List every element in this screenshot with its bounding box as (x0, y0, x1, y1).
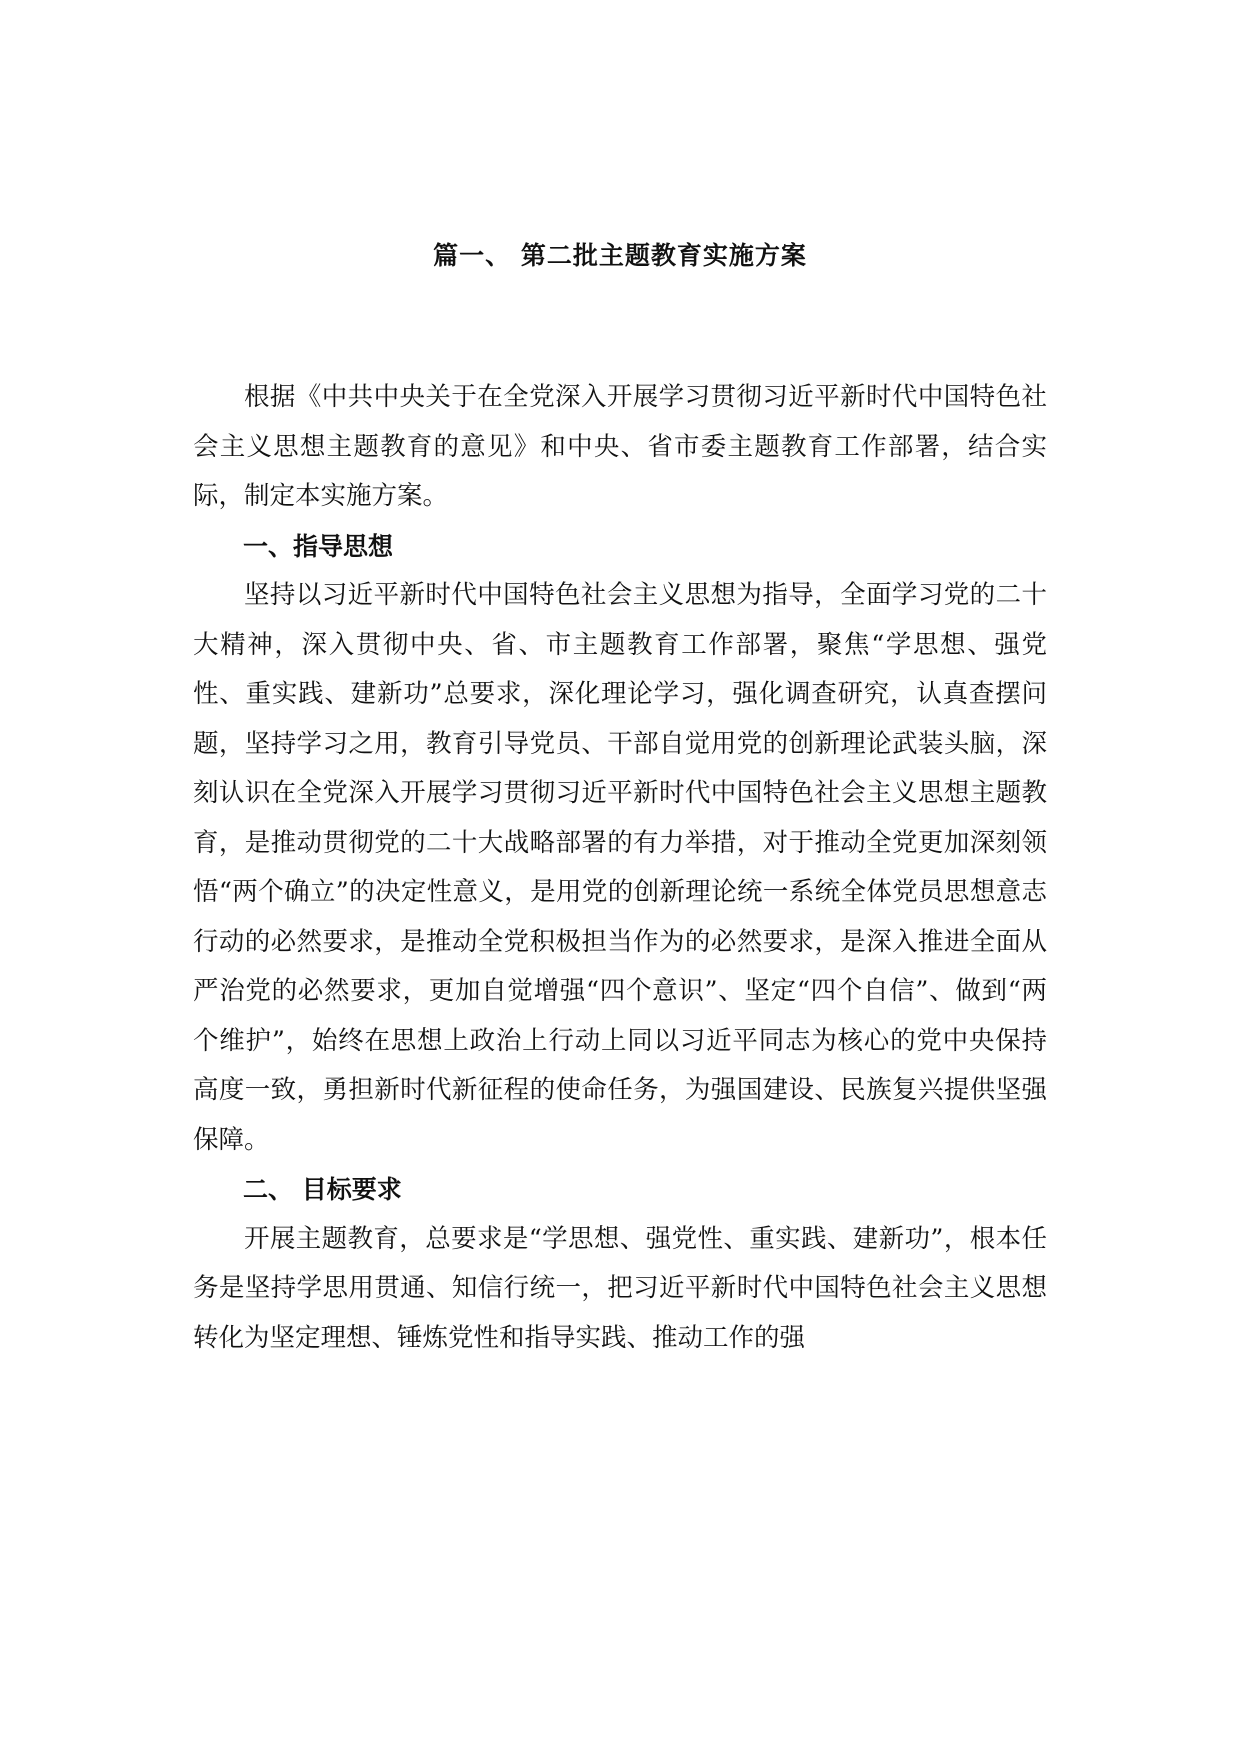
section-heading-goals: 二、 目标要求 (243, 1175, 402, 1204)
section-body-guiding-ideology: 坚持以习近平新时代中国特色社会主义思想为指导，全面学习党的二十大精神，深入贯彻中央、省、市主题教育工作部署，聚焦“学思想、强党性、重实践、建新功”总要求，深化理论学习，强化调查研究，认真查摆问题，坚持学习之用，教育引导党员、干部自觉用党的创新理论武装头脑，深刻认识在全党深入开展学习贯彻习近平新时代中国特色社会主义思想主题教育，是推动贯彻党的二十大战略部署的有力举措，对于推动全党更加深刻领悟“两个确立”的决定性意义，是用党的创新理论统一系统全体党员思想意志行动的必然要求，是推动全党积极担当作为的必然要求，是深入推进全面从严治党的必然要求，更加自觉增强“四个意识”、坚定“四个自信”、做到“两个维护”，始终在思想上政治上行动上同以习近平同志为核心的党中央保持高度一致，勇担新时代新征程的使命任务，为强国建设、民族复兴提供坚强保障。 (193, 580, 1047, 1155)
document-title: 篇一、 第二批主题教育实施方案 (433, 241, 807, 270)
document-body (193, 373, 1047, 1363)
intro-paragraph: 根据《中共中央关于在全党深入开展学习贯彻习近平新时代中国特色社会主义思想主题教育的意见》和中央、省市委主题教育工作部署，结合实际，制定本实施方案。 (193, 382, 1047, 511)
section-heading-guiding-ideology: 一、指导思想 (243, 531, 394, 561)
section-body-goals: 开展主题教育，总要求是“学思想、强党性、重实践、建新功”，根本任务是坚持学思用贯通、知信行统一，把习近平新时代中国特色社会主义思想转化为坚定理想、锤炼党性和指导实践、推动工作的强 (193, 1223, 1047, 1353)
